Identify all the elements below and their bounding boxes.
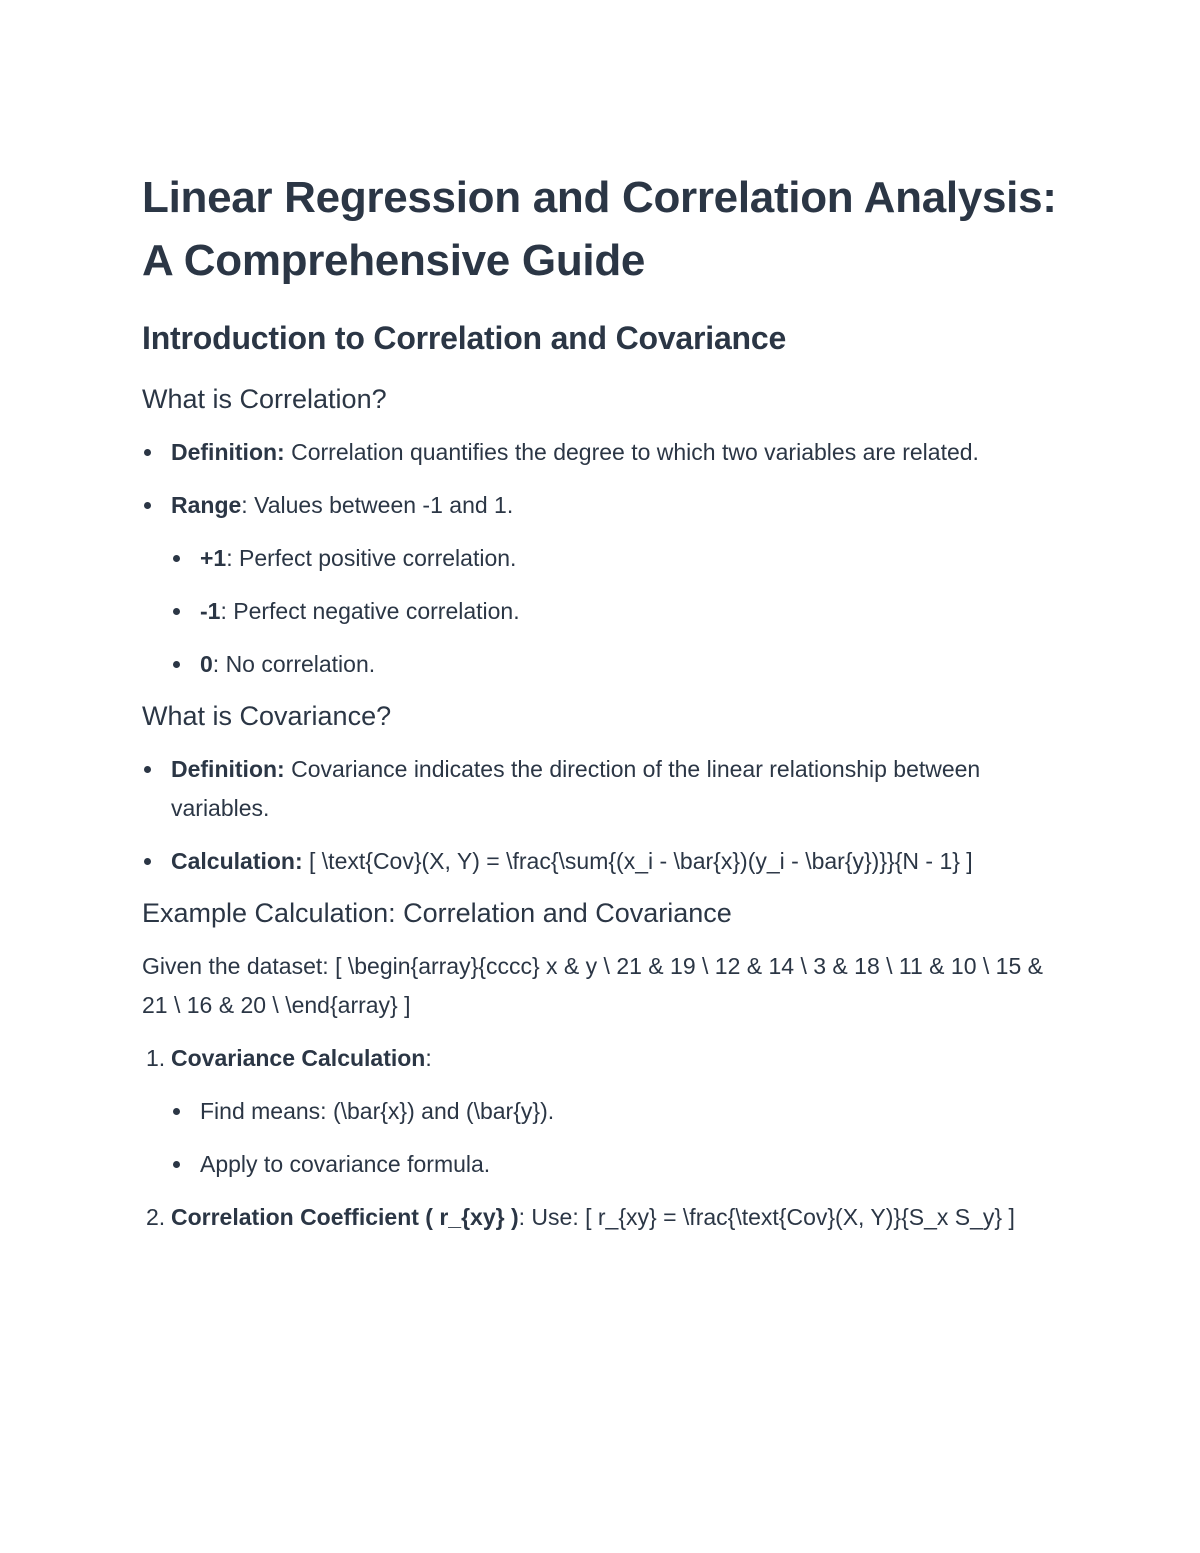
definition-text: Correlation quantifies the degree to which two variables are related.	[284, 439, 979, 465]
value-label: -1	[200, 598, 221, 624]
list-item	[142, 750, 1062, 828]
step-item	[142, 1039, 1062, 1078]
step-item	[142, 1198, 1062, 1237]
value-text: : No correlation.	[212, 651, 376, 677]
list-item	[142, 486, 1062, 525]
definition-label: Definition:	[171, 756, 285, 782]
step-number: 2.	[146, 1204, 166, 1230]
calculation-label: Calculation:	[171, 848, 303, 874]
document-page	[142, 166, 1062, 1251]
correlation-heading: What is Correlation?	[142, 384, 387, 414]
step-label: Correlation Coefficient ( r_{xy} )	[171, 1204, 519, 1230]
range-label: Range	[171, 492, 242, 518]
value-text: : Perfect positive correlation.	[226, 545, 517, 571]
document-title: Linear Regression and Correlation Analysis: A Comprehensive Guide	[142, 173, 1057, 285]
steps-list-continued	[142, 1198, 1062, 1237]
correlation-list	[142, 433, 1062, 684]
list-item	[142, 433, 1062, 472]
section-heading: Introduction to Correlation and Covariance	[142, 320, 787, 356]
step-text: :	[425, 1045, 432, 1071]
list-item	[142, 539, 1062, 578]
value-label: +1	[200, 545, 227, 571]
range-text: : Values between -1 and 1.	[241, 492, 514, 518]
covariance-heading: What is Covariance?	[142, 701, 392, 731]
value-text: : Perfect negative correlation.	[220, 598, 520, 624]
list-item: Apply to covariance formula.	[142, 1145, 1062, 1184]
example-heading: Example Calculation: Correlation and Covariance	[142, 898, 732, 928]
value-label: 0	[200, 651, 213, 677]
step-text: : Use: [ r_{xy} = \frac{\text{Cov}(X, Y)}{S_x S_y} ]	[518, 1204, 1015, 1230]
covariance-list	[142, 750, 1062, 881]
calculation-formula: [ \text{Cov}(X, Y) = \frac{\sum{(x_i - \bar{x})(y_i - \bar{y})}}{N - 1} ]	[302, 848, 973, 874]
list-item	[142, 592, 1062, 631]
step-label: Covariance Calculation	[171, 1045, 426, 1071]
dataset-text: Given the dataset: [ \begin{array}{cccc} x & y \ 21 & 19 \ 12 & 14 \ 3 & 18 \ 11 & 10 \ 15 & 21 \ 16 & 20 \ \end{array} ]	[142, 953, 1043, 1018]
steps-list	[142, 1039, 1062, 1078]
list-item	[142, 842, 1062, 881]
definition-text: Covariance indicates the direction of the linear relationship between variables.	[171, 756, 981, 821]
definition-label: Definition:	[171, 439, 285, 465]
step1-sublist	[142, 1092, 1062, 1184]
step-number: 1.	[146, 1045, 166, 1071]
list-item	[142, 645, 1062, 684]
list-item: Find means: (\bar{x}) and (\bar{y}).	[142, 1092, 1062, 1131]
